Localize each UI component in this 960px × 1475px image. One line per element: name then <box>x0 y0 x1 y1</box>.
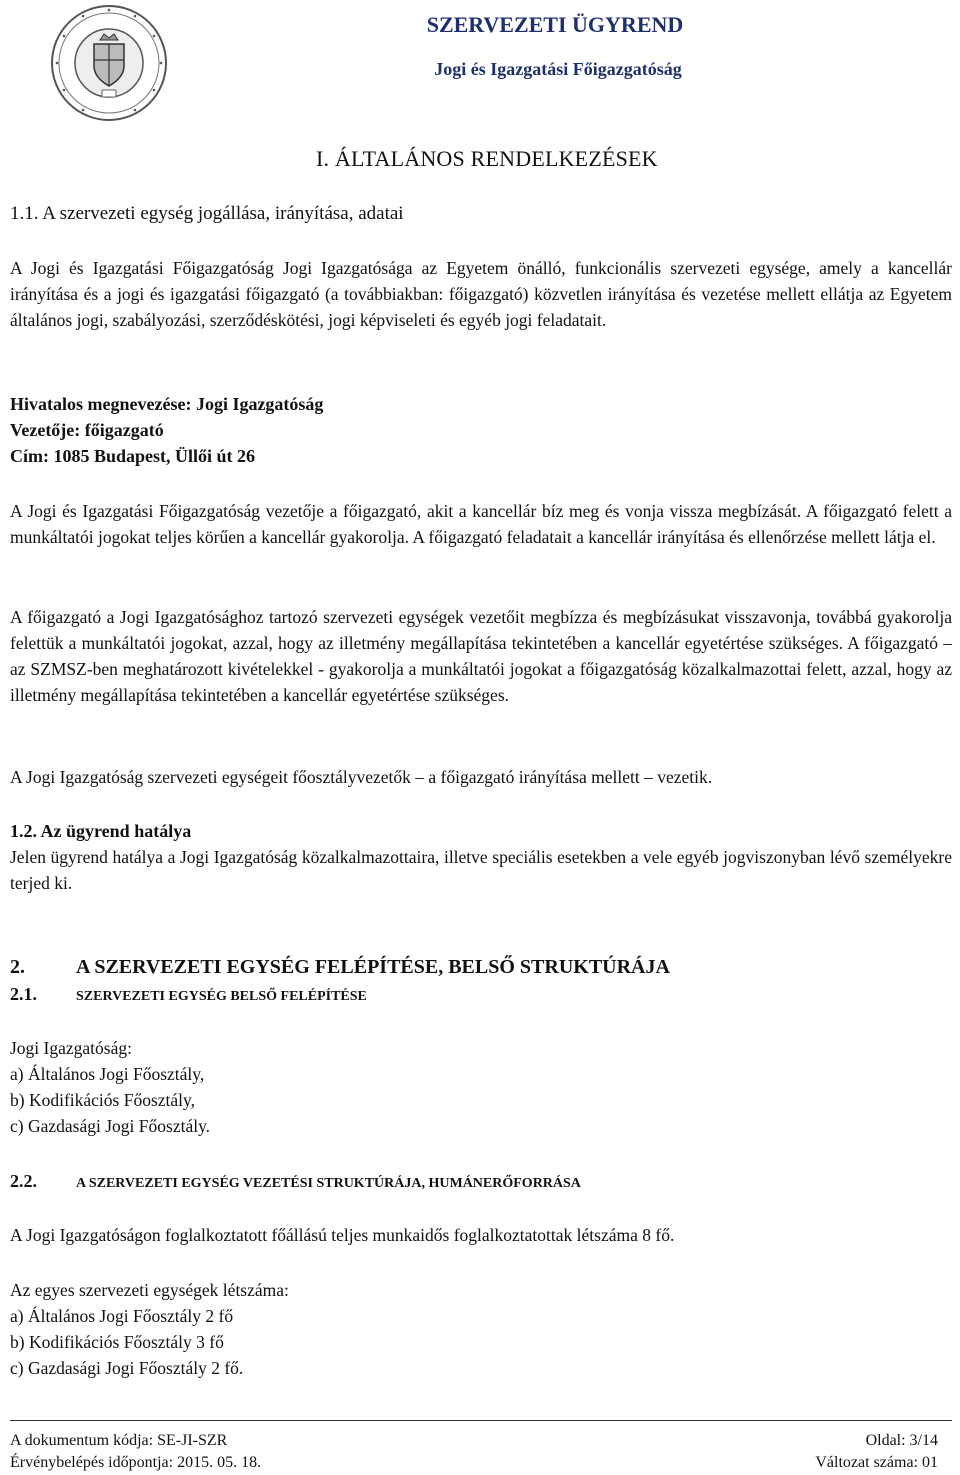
section-1-2-title: Az ügyrend hatálya <box>40 821 192 841</box>
footer-effective-date: Érvénybelépés időpontja: 2015. 05. 18. <box>10 1454 262 1471</box>
units-intro: Az egyes szervezeti egységek létszáma: <box>10 1280 289 1300</box>
footer-page-number: Oldal: 3/14 <box>865 1432 938 1449</box>
header-title: SZERVEZETI ÜGYREND <box>426 12 684 37</box>
university-seal-icon <box>50 4 168 122</box>
section-1-1-para2: A Jogi és Igazgatási Főigazgatóság vezetője a főigazgató, akit a kancellár bíz meg és vonja vissza megbízását. A főigazgató felett a munkáltatói jogokat teljes körűen a kancellár gyakorolja. A főigazgató feladatait a kancellár irányítása és ellenőrzése mellett látja el. <box>10 501 952 547</box>
leader: Vezetője: főigazgató <box>10 420 164 440</box>
section-1-1-para4-block <box>10 764 952 790</box>
footer-version: Változat száma: 01 <box>815 1454 938 1471</box>
section-2-title: A SZERVEZETI EGYSÉG FELÉPÍTÉSE, BELSŐ STRUKTÚRÁJA <box>76 956 670 978</box>
section-2-number: 2. <box>10 956 25 978</box>
footer-doc-code: A dokumentum kódja: SE-JI-SZR <box>10 1432 228 1449</box>
chapter-title: I. ÁLTALÁNOS RENDELKEZÉSEK <box>316 146 658 171</box>
section-1-1-title: 1.1. A szervezeti egység jogállása, irányítása, adatai <box>10 203 404 224</box>
list-item: c) Gazdasági Jogi Főosztály 2 fő. <box>10 1358 244 1378</box>
section-2-2-title: A SZERVEZETI EGYSÉG VEZETÉSI STRUKTÚRÁJA, HUMÁNERŐFORRÁSA <box>76 1176 581 1191</box>
section-2-1-intro: Jogi Igazgatóság: <box>10 1038 132 1058</box>
section-1-1-para3-block <box>10 604 952 708</box>
headcount-text-block <box>10 1222 952 1248</box>
list-item: c) Gazdasági Jogi Főosztály. <box>10 1116 211 1136</box>
footer-divider <box>10 1420 952 1421</box>
section-1-1-para1-block <box>10 255 952 333</box>
official-name: Hivatalos megnevezése: Jogi Igazgatóság <box>10 394 324 414</box>
section-1-2 <box>10 818 952 896</box>
section-2-1-title: SZERVEZETI EGYSÉG BELSŐ FELÉPÍTÉSE <box>76 989 367 1004</box>
section-2-2-heading <box>10 1168 952 1197</box>
section-1-1-para3: A főigazgató a Jogi Igazgatósághoz tartozó szervezeti egységek vezetőit megbízza és megbízásukat visszavonja, továbbá gyakorolja felettük a munkáltatói jogokat, azzal, hogy az illetmény megállapítása tekintetében a kancellár egyetértése szükséges. A főigazgató – az SZMSZ-ben meghatározott kivételekkel - gyakorolja a munkáltatói jogokat a főigazgatóság közalkalmazottai felett, azzal, hogy az illetmény megállapítása tekintetében a kancellár egyetértése szükséges. <box>10 607 952 705</box>
section-2-1-list <box>10 1035 952 1139</box>
section-2-heading <box>10 954 952 980</box>
header-subtitle: Jogi és Igazgatási Főigazgatóság <box>434 59 682 79</box>
list-item: b) Kodifikációs Főosztály 3 fő <box>10 1332 224 1352</box>
section-1-2-text: Jelen ügyrend hatálya a Jogi Igazgatóság közalkalmazottaira, illetve speciális esetekben a vele egyéb jogviszonyban lévő személyekre terjed ki. <box>10 847 952 893</box>
address: Cím: 1085 Budapest, Üllői út 26 <box>10 446 256 466</box>
official-data-block <box>10 391 952 469</box>
section-1-1-para2-block <box>10 498 952 550</box>
headcount-text: A Jogi Igazgatóságon foglalkoztatott főállású teljes munkaidős foglalkoztatottak létszáma 8 fő. <box>10 1225 675 1245</box>
list-item: a) Általános Jogi Főosztály, <box>10 1064 205 1084</box>
list-item: b) Kodifikációs Főosztály, <box>10 1090 196 1110</box>
section-1-1-para4: A Jogi Igazgatóság szervezeti egységeit főosztályvezetők – a főigazgató irányítása mellett – vezetik. <box>10 767 713 787</box>
section-1-1-para1: A Jogi és Igazgatási Főigazgatóság Jogi Igazgatósága az Egyetem önálló, funkcionális szervezeti egysége, amely a kancellár irányítása és a jogi és igazgatási főigazgató (a továbbiakban: főigazgató) közvetlen irányítása és vezetése mellett ellátja az Egyetem általános jogi, szabályozási, szerződéskötési, jogi képviseleti és egyéb jogi feladatait. <box>10 258 952 330</box>
section-2-1-heading <box>10 981 952 1010</box>
section-1-2-number: 1.2. <box>10 821 37 841</box>
list-item: a) Általános Jogi Főosztály 2 fő <box>10 1306 234 1326</box>
units-list <box>10 1277 952 1381</box>
section-2-1-number: 2.1. <box>10 984 37 1004</box>
section-2-2-number: 2.2. <box>10 1171 37 1191</box>
